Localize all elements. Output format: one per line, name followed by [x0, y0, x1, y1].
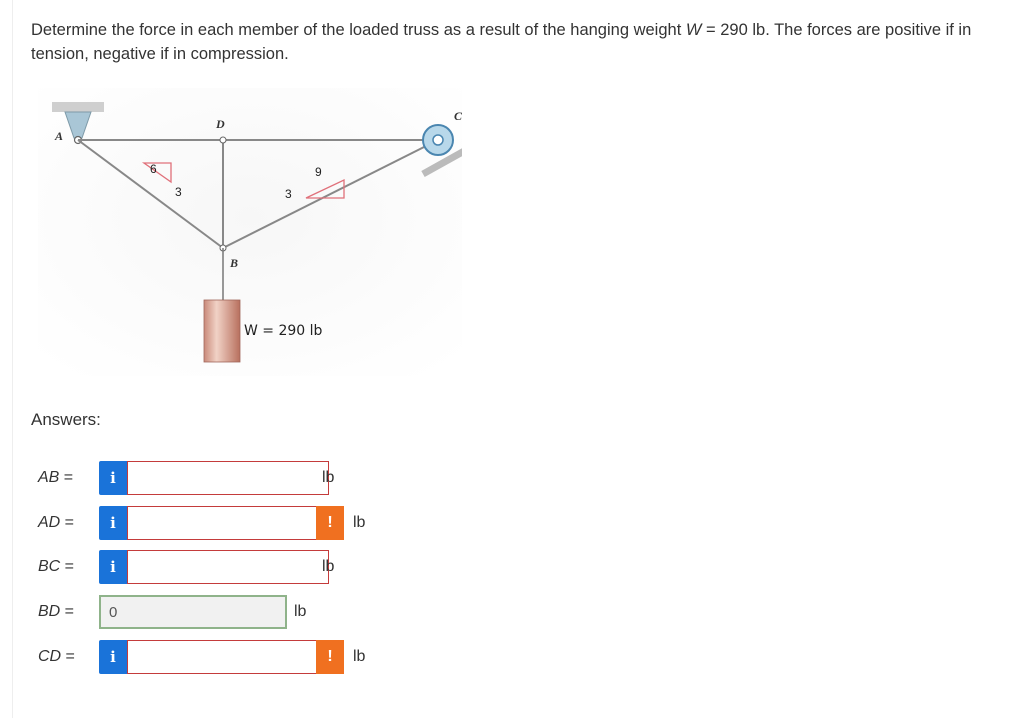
label-b: B	[230, 256, 239, 270]
weight-label: W = 290 lb	[244, 323, 323, 339]
slope-right-rise: 3	[285, 187, 292, 201]
info-icon[interactable]: i	[99, 640, 127, 674]
warning-icon[interactable]: !	[316, 640, 344, 674]
unit-label: lb	[353, 514, 366, 531]
ad-force-input[interactable]	[127, 506, 329, 540]
slope-right-run: 9	[315, 165, 322, 179]
weight-symbol: W	[685, 21, 702, 39]
label-c: C	[454, 109, 462, 123]
bc-force-input[interactable]	[127, 550, 329, 584]
bd-force-input[interactable]	[99, 595, 287, 629]
label-d: D	[216, 117, 225, 131]
ceiling-support	[52, 102, 104, 112]
joint-d	[220, 137, 226, 143]
unit-label: lb	[294, 603, 307, 620]
member-label-bc: BC =	[38, 558, 75, 575]
info-icon[interactable]: i	[99, 461, 127, 495]
info-icon[interactable]: i	[99, 506, 127, 540]
member-label-cd: CD =	[38, 648, 75, 665]
slope-left-rise: 3	[175, 185, 182, 199]
hanging-weight	[204, 300, 240, 362]
unit-label: lb	[322, 558, 335, 575]
member-label-bd: BD =	[38, 603, 75, 620]
label-a: A	[55, 129, 64, 143]
roller-hub	[433, 135, 443, 145]
problem-text-before: Determine the force in each member of the loaded truss as a result of the hanging weight	[31, 21, 686, 39]
info-icon[interactable]: i	[99, 550, 127, 584]
ab-force-input[interactable]	[127, 461, 329, 495]
unit-label: lb	[353, 648, 366, 665]
cd-force-input[interactable]	[127, 640, 329, 674]
unit-label: lb	[322, 469, 335, 486]
problem-text-after: = 290 lb. The forces are positive if in tension, negative if in compression.	[31, 21, 972, 63]
problem-statement	[31, 18, 1006, 66]
truss-diagram	[38, 88, 462, 376]
slope-left-run: 6	[150, 162, 157, 176]
answers-heading: Answers:	[31, 410, 101, 429]
member-label-ab: AB =	[38, 469, 74, 486]
warning-icon[interactable]: !	[316, 506, 344, 540]
member-label-ad: AD =	[38, 514, 75, 531]
truss-figure	[38, 88, 462, 376]
